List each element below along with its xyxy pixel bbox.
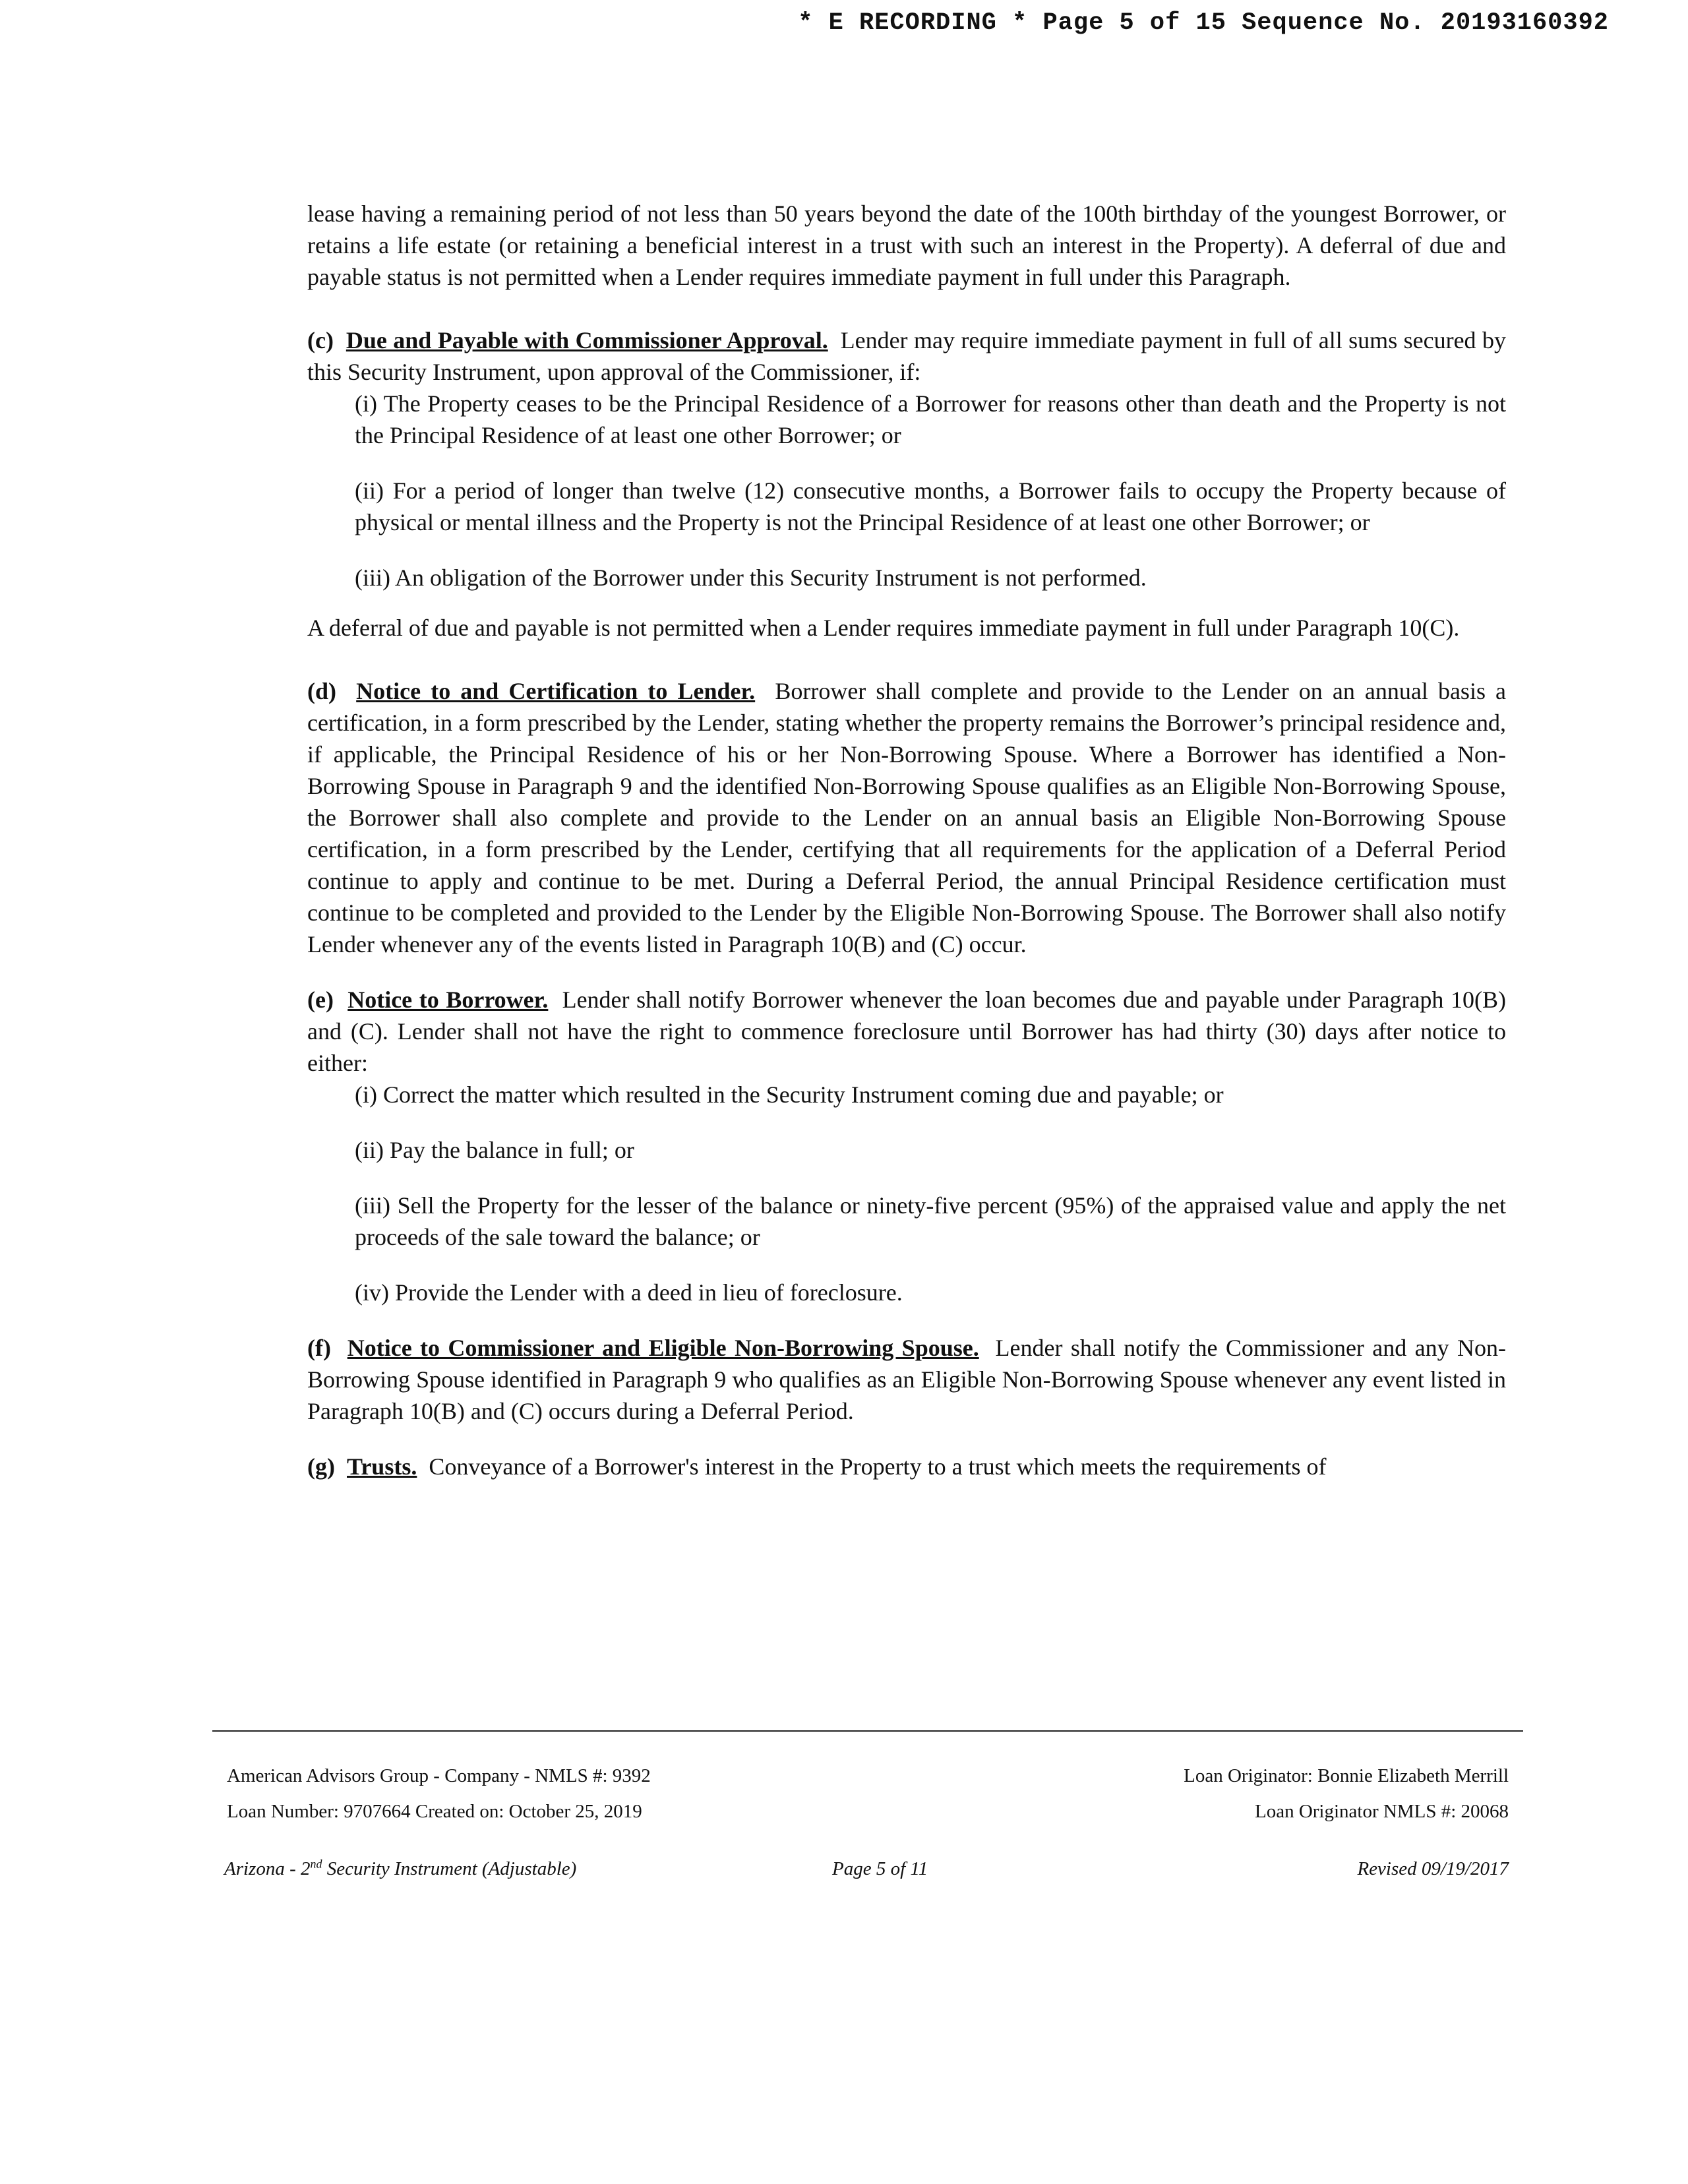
footer-originator-block (1184, 1758, 1509, 1829)
section-d-title: Notice to and Certification to Lender. (356, 678, 756, 704)
section-d-text: Borrower shall complete and provide to the Lender on an annual basis a certification, in a form prescribed by the Lender, stating whether the property remains the Borrower’s principal residence and, if applicable, the Principal Residence of his or her Non-Borrowing Spouse. Where a Borrower has identified a Non-Borrowing Spouse in Paragraph 9 and the identified Non-Borrowing Spouse qualifies as an Eligible Non-Borrowing Spouse, the Borrower shall also complete and provide to the Lender on an annual basis an Eligible Non-Borrowing Spouse certification, in a form prescribed by the Lender, certifying that all requirements for the application of a Deferral Period continue to apply and continue to be met. During a Deferral Period, the annual Principal Residence certification must continue to be completed and provided to the Lender by the Eligible Non-Borrowing Spouse. The Borrower shall also notify Lender whenever any of the events listed in Paragraph 10(B) and (C) occur. (307, 678, 1507, 957)
section-c-closing: A deferral of due and payable is not permitted when a Lender requires immediate payment in full under Paragraph 10(C). (307, 615, 1460, 641)
section-e-text: Lender shall notify Borrower whenever the loan becomes due and payable under Paragraph 10(B) and (C). Lender shall not have the right to commence foreclosure until Borrower has had thirty (30) days after notice to either: (307, 986, 1507, 1076)
section-e-item-1: (i) Correct the matter which resulted in the Security Instrument coming due and payable; or (355, 1081, 1224, 1108)
footer-page-number: Page 5 of 11 (832, 1858, 928, 1879)
section-f-text: Lender shall notify the Commissioner and any Non-Borrowing Spouse identified in Paragraph 9 who qualifies as an Eligible Non-Borrowing Spouse whenever any event listed in Paragraph 10(B) and (C) occurs during a Deferral Period. (307, 1335, 1507, 1424)
recording-header: * E RECORDING * Page 5 of 15 Sequence No. 20193160392 (798, 9, 1609, 37)
footer-divider (212, 1730, 1523, 1732)
section-c-item-3: (iii) An obligation of the Borrower under this Security Instrument is not performed. (355, 564, 1147, 591)
section-e-item-3: (iii) Sell the Property for the lesser of the balance or ninety-five percent (95%) of the appraised value and apply the net proceeds of the sale toward the balance; or (355, 1192, 1506, 1250)
section-c-label: (c) (307, 327, 334, 353)
section-g-paragraph (307, 1451, 1506, 1482)
section-g-label: (g) (307, 1453, 335, 1480)
section-c-title: Due and Payable with Commissioner Approval. (346, 327, 828, 353)
section-e-item-2: (ii) Pay the balance in full; or (355, 1137, 634, 1163)
section-g-text: Conveyance of a Borrower's interest in the Property to a trust which meets the requirements of (429, 1453, 1327, 1480)
section-f-label: (f) (307, 1335, 331, 1361)
section-c-item-1: (i) The Property ceases to be the Principal Residence of a Borrower for reasons other than death and the Property is not the Principal Residence of at least one other Borrower; or (355, 390, 1506, 448)
footer-company-block (227, 1758, 651, 1829)
paragraph-lease-continuation: lease having a remaining period of not less than 50 years beyond the date of the 100th birthday of the youngest Borrower, or retains a life estate (or retaining a beneficial interest in a trust with such an interest in the Property). A deferral of due and payable status is not permitted when a Lender requires immediate payment in full under this Paragraph. (307, 200, 1506, 290)
section-d-label: (d) (307, 678, 336, 704)
footer-company: American Advisors Group - Company - NMLS #: 9392 (227, 1765, 651, 1786)
section-e-label: (e) (307, 986, 334, 1013)
footer-revised-date: Revised 09/19/2017 (1357, 1858, 1509, 1879)
section-e-item-4: (iv) Provide the Lender with a deed in lieu of foreclosure. (355, 1279, 903, 1306)
section-c-paragraph (307, 324, 1506, 388)
document-body (307, 198, 1506, 1482)
section-c-item-2: (ii) For a period of longer than twelve (12) consecutive months, a Borrower fails to occupy the Property because of physical or mental illness and the Property is not the Principal Residence of at least one other Borrower; or (355, 477, 1506, 535)
section-g-title: Trusts. (346, 1453, 417, 1480)
section-f-paragraph (307, 1332, 1506, 1427)
footer-originator: Loan Originator: Bonnie Elizabeth Merrill (1184, 1765, 1509, 1786)
section-f-title: Notice to Commissioner and Eligible Non-Borrowing Spouse. (347, 1335, 979, 1361)
footer-form-name: Arizona - 2nd Security Instrument (Adjustable) (224, 1857, 577, 1879)
section-e-paragraph (307, 984, 1506, 1079)
footer-originator-nmls: Loan Originator NMLS #: 20068 (1254, 1801, 1509, 1822)
section-c-text: Lender may require immediate payment in full of all sums secured by this Security Instrument, upon approval of the Commissioner, if: (307, 327, 1506, 385)
section-d-paragraph (307, 675, 1506, 960)
section-e-title: Notice to Borrower. (347, 986, 549, 1013)
footer-loan-number: Loan Number: 9707664 Created on: October 25, 2019 (227, 1801, 642, 1822)
